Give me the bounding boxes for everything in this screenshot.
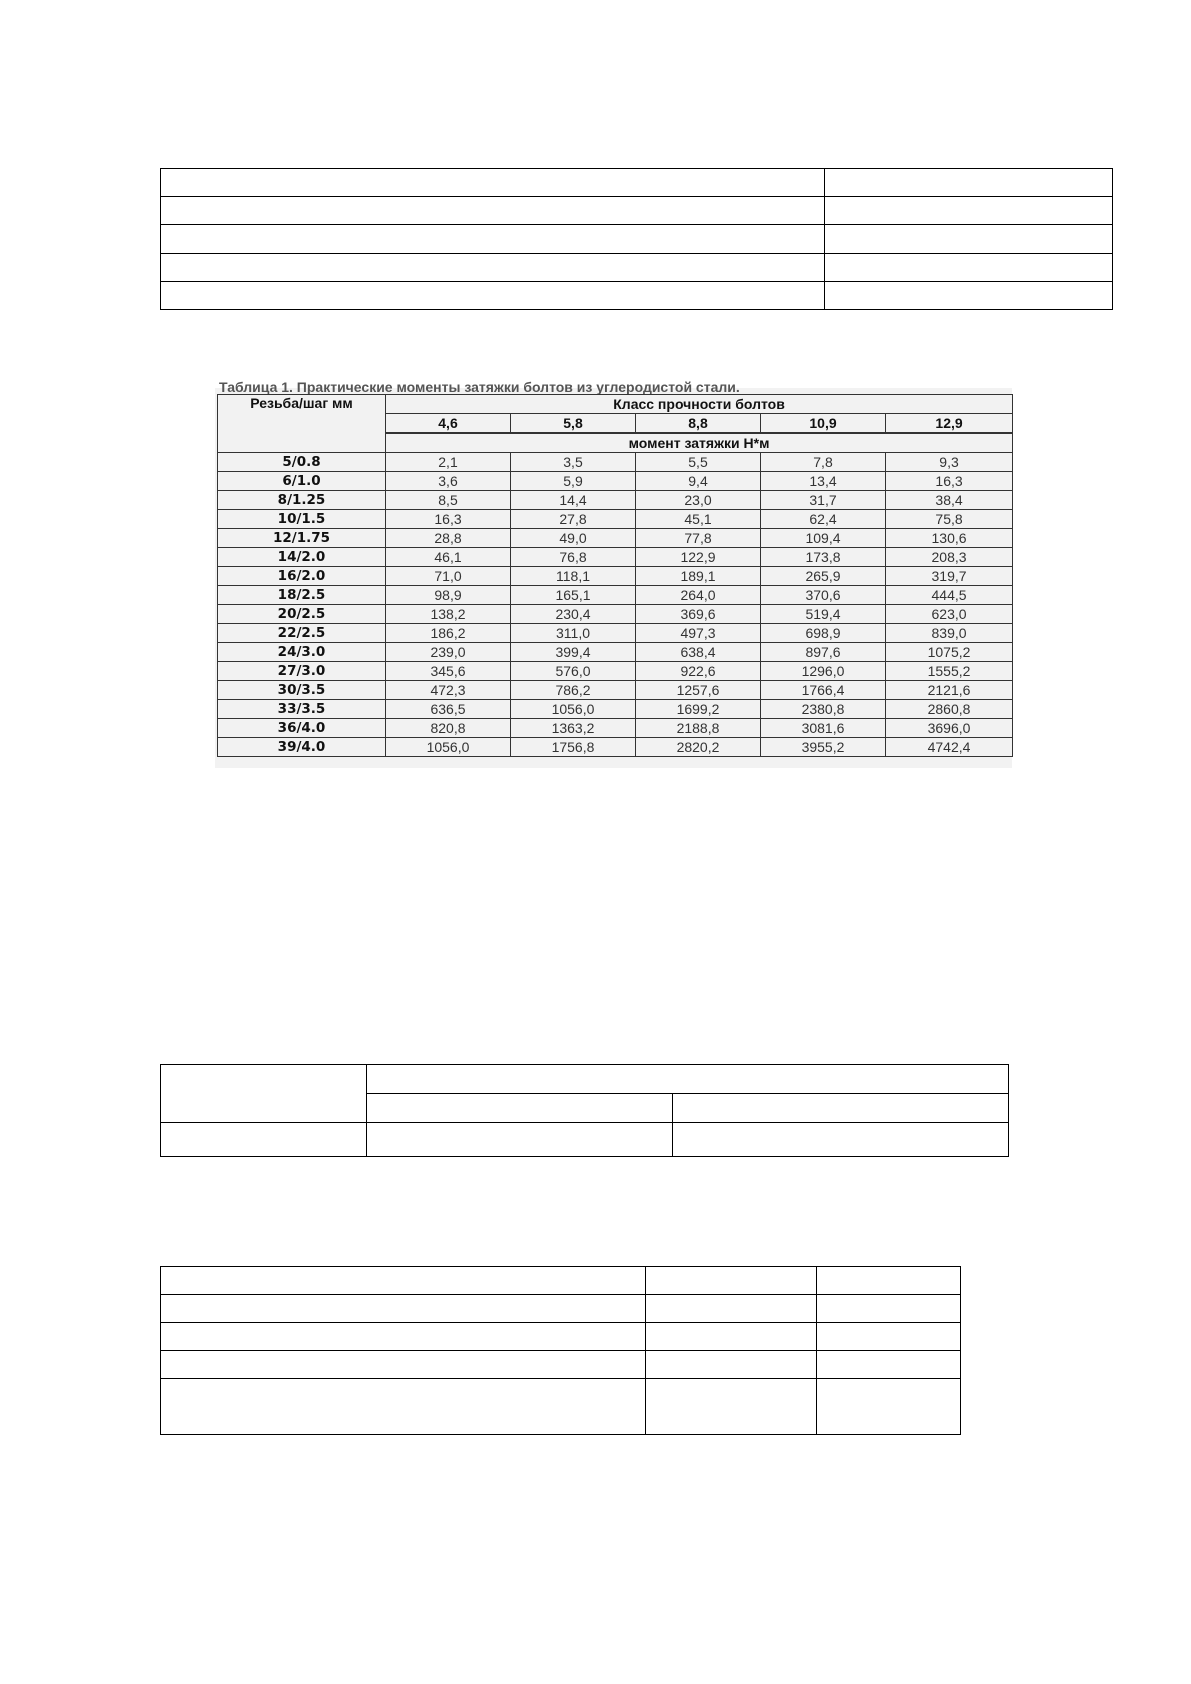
table-cell	[367, 1094, 673, 1123]
torque-value-cell: 77,8	[636, 529, 761, 548]
thread-pitch-cell: 18/2.5	[218, 586, 386, 605]
table-cell	[161, 225, 825, 253]
table-cell	[161, 1323, 646, 1351]
torque-value-cell: 820,8	[386, 719, 511, 738]
table-row	[218, 453, 1013, 472]
torque-value-cell: 786,2	[511, 681, 636, 700]
torque-table-caption: Таблица 1. Практические моменты затяжки болтов из углеродистой стали.	[219, 379, 740, 395]
table-row	[161, 169, 1113, 197]
table-row	[161, 1323, 961, 1351]
torque-value-cell: 922,6	[636, 662, 761, 681]
table-row	[161, 1123, 1009, 1157]
table-cell	[161, 1123, 367, 1157]
table-cell	[367, 1123, 673, 1157]
torque-value-cell: 1555,2	[886, 662, 1013, 681]
torque-value-cell: 7,8	[761, 453, 886, 472]
table-row	[218, 510, 1013, 529]
table-row	[161, 1065, 1009, 1094]
table-header-row	[218, 395, 1013, 414]
table-cell	[646, 1295, 817, 1323]
empty-table-4	[160, 1266, 961, 1435]
torque-value-cell: 3,5	[511, 453, 636, 472]
table-cell	[825, 253, 1113, 281]
torque-value-cell: 16,3	[386, 510, 511, 529]
thread-pitch-cell: 12/1.75	[218, 529, 386, 548]
table-row	[218, 681, 1013, 700]
torque-value-cell: 3955,2	[761, 738, 886, 757]
torque-value-cell: 2380,8	[761, 700, 886, 719]
table-row	[161, 1267, 961, 1295]
torque-value-cell: 264,0	[636, 586, 761, 605]
torque-value-cell: 130,6	[886, 529, 1013, 548]
class-header: 10,9	[761, 414, 886, 434]
torque-value-cell: 5,9	[511, 472, 636, 491]
torque-value-cell: 208,3	[886, 548, 1013, 567]
torque-value-cell: 399,4	[511, 643, 636, 662]
table-cell	[825, 169, 1113, 197]
torque-value-cell: 638,4	[636, 643, 761, 662]
torque-value-cell: 28,8	[386, 529, 511, 548]
thread-pitch-cell: 5/0.8	[218, 453, 386, 472]
torque-value-cell: 16,3	[886, 472, 1013, 491]
table-row	[218, 605, 1013, 624]
table-row	[218, 624, 1013, 643]
torque-value-cell: 13,4	[761, 472, 886, 491]
torque-value-cell: 519,4	[761, 605, 886, 624]
table-cell	[367, 1065, 1009, 1094]
torque-value-cell: 1075,2	[886, 643, 1013, 662]
torque-value-cell: 173,8	[761, 548, 886, 567]
torque-value-cell: 897,6	[761, 643, 886, 662]
table-cell	[161, 197, 825, 225]
table-cell	[825, 281, 1113, 309]
torque-value-cell: 230,4	[511, 605, 636, 624]
torque-value-cell: 1756,8	[511, 738, 636, 757]
torque-unit-header: момент затяжки Н*м	[386, 433, 1013, 453]
torque-value-cell: 75,8	[886, 510, 1013, 529]
torque-value-cell: 62,4	[761, 510, 886, 529]
table-row	[218, 643, 1013, 662]
class-header: 5,8	[511, 414, 636, 434]
table-row	[218, 700, 1013, 719]
table-cell	[646, 1351, 817, 1379]
table-cell	[161, 281, 825, 309]
torque-value-cell: 2,1	[386, 453, 511, 472]
torque-value-cell: 31,7	[761, 491, 886, 510]
table-row	[161, 225, 1113, 253]
table-row	[218, 548, 1013, 567]
table-row	[218, 738, 1013, 757]
table-cell	[161, 169, 825, 197]
torque-value-cell: 98,9	[386, 586, 511, 605]
torque-value-cell: 4742,4	[886, 738, 1013, 757]
torque-value-cell: 1257,6	[636, 681, 761, 700]
torque-value-cell: 3,6	[386, 472, 511, 491]
table-cell	[817, 1267, 961, 1295]
table-row	[218, 662, 1013, 681]
torque-value-cell: 1699,2	[636, 700, 761, 719]
empty-table-1	[160, 168, 1113, 310]
table-cell	[161, 1065, 367, 1123]
torque-value-cell: 9,4	[636, 472, 761, 491]
torque-value-cell: 1056,0	[386, 738, 511, 757]
thread-pitch-cell: 24/3.0	[218, 643, 386, 662]
torque-value-cell: 319,7	[886, 567, 1013, 586]
torque-value-cell: 369,6	[636, 605, 761, 624]
torque-value-cell: 5,5	[636, 453, 761, 472]
thread-pitch-cell: 22/2.5	[218, 624, 386, 643]
torque-value-cell: 472,3	[386, 681, 511, 700]
torque-value-cell: 38,4	[886, 491, 1013, 510]
torque-value-cell: 1766,4	[761, 681, 886, 700]
torque-value-cell: 497,3	[636, 624, 761, 643]
torque-value-cell: 45,1	[636, 510, 761, 529]
table-cell	[161, 1351, 646, 1379]
table-cell	[161, 1295, 646, 1323]
torque-value-cell: 3696,0	[886, 719, 1013, 738]
torque-value-cell: 345,6	[386, 662, 511, 681]
thread-pitch-cell: 30/3.5	[218, 681, 386, 700]
table-row	[161, 253, 1113, 281]
torque-value-cell: 3081,6	[761, 719, 886, 738]
table-row	[218, 586, 1013, 605]
torque-value-cell: 46,1	[386, 548, 511, 567]
empty-table-3	[160, 1064, 1009, 1157]
torque-value-cell: 122,9	[636, 548, 761, 567]
thread-pitch-cell: 39/4.0	[218, 738, 386, 757]
table-cell	[825, 225, 1113, 253]
torque-value-cell: 839,0	[886, 624, 1013, 643]
torque-value-cell: 2820,2	[636, 738, 761, 757]
torque-value-cell: 14,4	[511, 491, 636, 510]
table-row	[218, 529, 1013, 548]
thread-pitch-header: Резьба/шаг мм	[218, 395, 386, 453]
table-row	[218, 472, 1013, 491]
table-cell	[161, 253, 825, 281]
torque-value-cell: 76,8	[511, 548, 636, 567]
table-cell	[673, 1123, 1009, 1157]
torque-value-cell: 23,0	[636, 491, 761, 510]
torque-value-cell: 27,8	[511, 510, 636, 529]
table-cell	[825, 197, 1113, 225]
torque-value-cell: 370,6	[761, 586, 886, 605]
torque-value-cell: 186,2	[386, 624, 511, 643]
class-header: 12,9	[886, 414, 1013, 434]
thread-pitch-cell: 33/3.5	[218, 700, 386, 719]
table-row	[218, 491, 1013, 510]
torque-value-cell: 698,9	[761, 624, 886, 643]
table-cell	[646, 1379, 817, 1435]
torque-table-figure	[215, 379, 1012, 768]
table-cell	[817, 1351, 961, 1379]
thread-pitch-cell: 10/1.5	[218, 510, 386, 529]
table-cell	[161, 1379, 646, 1435]
torque-value-cell: 118,1	[511, 567, 636, 586]
thread-pitch-cell: 16/2.0	[218, 567, 386, 586]
torque-value-cell: 8,5	[386, 491, 511, 510]
table-row	[161, 281, 1113, 309]
table-cell	[817, 1323, 961, 1351]
class-header: 8,8	[636, 414, 761, 434]
torque-value-cell: 71,0	[386, 567, 511, 586]
torque-value-cell: 9,3	[886, 453, 1013, 472]
thread-pitch-cell: 20/2.5	[218, 605, 386, 624]
table-cell	[817, 1379, 961, 1435]
torque-value-cell: 1296,0	[761, 662, 886, 681]
torque-value-cell: 1056,0	[511, 700, 636, 719]
torque-value-cell: 623,0	[886, 605, 1013, 624]
torque-value-cell: 138,2	[386, 605, 511, 624]
table-cell	[817, 1295, 961, 1323]
table-row	[161, 197, 1113, 225]
torque-value-cell: 239,0	[386, 643, 511, 662]
torque-value-cell: 189,1	[636, 567, 761, 586]
table-cell	[646, 1323, 817, 1351]
thread-pitch-cell: 8/1.25	[218, 491, 386, 510]
torque-value-cell: 165,1	[511, 586, 636, 605]
class-header: 4,6	[386, 414, 511, 434]
torque-table	[217, 394, 1013, 757]
torque-value-cell: 265,9	[761, 567, 886, 586]
torque-value-cell: 109,4	[761, 529, 886, 548]
table-cell	[673, 1094, 1009, 1123]
torque-value-cell: 311,0	[511, 624, 636, 643]
torque-value-cell: 2121,6	[886, 681, 1013, 700]
thread-pitch-cell: 14/2.0	[218, 548, 386, 567]
table-row	[161, 1295, 961, 1323]
torque-value-cell: 444,5	[886, 586, 1013, 605]
table-row	[161, 1351, 961, 1379]
torque-value-cell: 636,5	[386, 700, 511, 719]
table-row	[218, 719, 1013, 738]
table-row	[218, 567, 1013, 586]
thread-pitch-cell: 36/4.0	[218, 719, 386, 738]
torque-value-cell: 1363,2	[511, 719, 636, 738]
torque-value-cell: 49,0	[511, 529, 636, 548]
table-cell	[646, 1267, 817, 1295]
table-row	[161, 1379, 961, 1435]
torque-value-cell: 2188,8	[636, 719, 761, 738]
torque-value-cell: 2860,8	[886, 700, 1013, 719]
thread-pitch-cell: 27/3.0	[218, 662, 386, 681]
strength-class-header: Класс прочности болтов	[386, 395, 1013, 414]
thread-pitch-cell: 6/1.0	[218, 472, 386, 491]
torque-value-cell: 576,0	[511, 662, 636, 681]
table-cell	[161, 1267, 646, 1295]
